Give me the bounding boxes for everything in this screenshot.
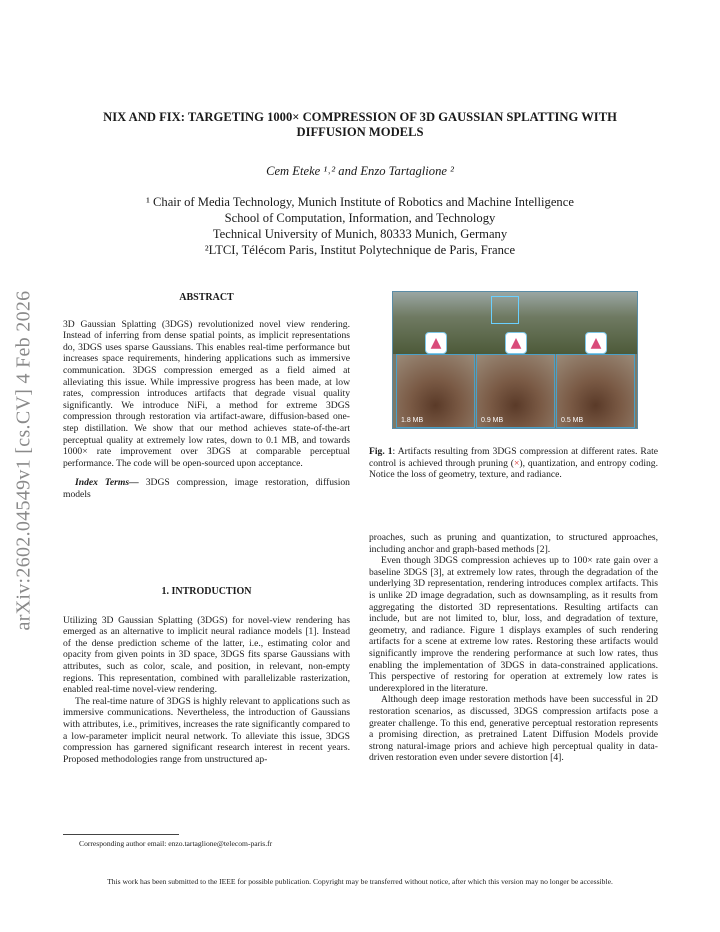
gaussian-icon: ▲ bbox=[425, 332, 447, 354]
affiliation-2: School of Computation, Information, and Technology bbox=[224, 211, 496, 225]
right-column-text bbox=[369, 532, 658, 764]
rendered-tile-1 bbox=[396, 354, 475, 428]
zoom-region-box bbox=[491, 296, 519, 324]
introduction-section bbox=[63, 586, 350, 765]
footnote: Corresponding author email: enzo.tartaglione@telecom-paris.fr bbox=[79, 839, 273, 848]
rate-label-1: 1.8 MB bbox=[401, 417, 424, 424]
figure-1-image bbox=[392, 291, 638, 429]
intro-paragraph-4: Even though 3DGS compression achieves up to 100× rate gain over a baseline 3DGS [3], at extremely low rates, through the degradation of the underlying 3D representation, rendering introduces complex artifacts. This is unlike 2D image degradation, such as downsampling, as it results from aggregating the distorted 3D representations. Resulting artifacts can include, but are not limited to, blur, loss, and degradation of texture, geometry, and radiance. Figure 1 displays examples of such rendering artifacts for a scene at extreme low rates. Restoring these artifacts would significantly improve the rendering performance at such low rates, thus enabling the implementation of 3DGS in data-constrained applications. This perspective of restoring for operation at extremely low rates is underexplored in the literature. bbox=[369, 555, 658, 694]
rendered-tile-2 bbox=[476, 354, 555, 428]
copyright-notice: This work has been submitted to the IEEE for possible publication. Copyright may be transferred without notice, after which this version may no longer be accessible. bbox=[107, 877, 613, 886]
intro-paragraph-5: Although deep image restoration methods have been successful in 2D restoration scenarios, as discussed, 3DGS compression artifacts pose a greater challenge. To this end, generative perceptual restoration represents a promising direction, as pretrained Latent Diffusion Models provide strong natural-image priors and achieve high perceptual quality in data-driven restoration even under severe distortion [4]. bbox=[369, 694, 658, 764]
arxiv-stamp: arXiv:2602.04549v1 [cs.CV] 4 Feb 2026 bbox=[12, 290, 35, 631]
gaussian-icon: ▲ bbox=[505, 332, 527, 354]
affiliation-3: Technical University of Munich, 80333 Munich, Germany bbox=[212, 227, 508, 241]
title-line-1: NIX AND FIX: TARGETING 1000× COMPRESSION OF 3D GAUSSIAN SPLATTING WITH bbox=[103, 110, 617, 124]
paper-title bbox=[60, 110, 660, 140]
authors: Cem Eteke ¹˒² and Enzo Tartaglione ² bbox=[266, 164, 454, 178]
abstract-text: 3D Gaussian Splatting (3DGS) revolutionized novel view rendering. Instead of inferring from dense spatial points, as implicit representations do, 3DGS uses sparse Gaussians. This enables real-time performance but increases space requirements, hindering applications such as immersive communication. 3DGS compression emerged as a field aimed at alleviating this issue. While impressive progress has been made, at low rates, compression introduces artifacts that degrade visual quality significantly. We introduce NiFi, a method for extreme 3DGS compression through restoration via artifact-aware, diffusion-based one-step distillation. We show that our method achieves state-of-the-art perceptual quality at extremely low rates, down to 0.1 MB, and towards 1000× rate improvement over 3DGS at comparable perceptual performance. The code will be open-sourced upon acceptance. bbox=[63, 318, 350, 469]
affiliation-4: ²LTCI, Télécom Paris, Institut Polytechnique de Paris, France bbox=[204, 243, 516, 257]
figure-label: Fig. 1 bbox=[369, 446, 393, 457]
figure-1-caption bbox=[369, 446, 658, 481]
index-terms-text: 3DGS compression, image restoration, diffusion models bbox=[63, 477, 350, 500]
introduction-heading: 1. INTRODUCTION bbox=[161, 586, 252, 597]
rate-label-3: 0.5 MB bbox=[561, 417, 584, 424]
abstract-heading: ABSTRACT bbox=[179, 292, 234, 303]
caption-part-1: : Artifacts resulting from 3DGS compression at different rates. Rate control is achieved through pruning ( bbox=[369, 446, 658, 469]
rate-label-2: 0.9 MB bbox=[481, 417, 504, 424]
affiliation-1: ¹ Chair of Media Technology, Munich Institute of Robotics and Machine Intelligence bbox=[146, 195, 574, 209]
abstract-section bbox=[63, 292, 350, 501]
intro-paragraph-2: The real-time nature of 3DGS is highly relevant to applications such as immersive communications. Nevertheless, the introduction of Gaussians with attributes, i.e., primitives, increases the rate significantly compared to a low-parameter implicit neural network. To alleviate this issue, 3DGS compression has garnered significant research interest in recent years. Proposed methodologies range from unstructured ap- bbox=[63, 695, 350, 765]
pruning-cross-symbol: × bbox=[513, 457, 520, 469]
index-terms bbox=[63, 477, 350, 500]
caption-part-2: ), quantization, and entropy coding. Notice the loss of geometry, texture, and radiance. bbox=[369, 457, 658, 481]
footnote-divider bbox=[63, 834, 179, 835]
intro-paragraph-1: Utilizing 3D Gaussian Splatting (3DGS) for novel-view rendering has emerged as an alternative to implicit neural radiance models [1]. Instead of the dense prediction scheme of the latter, i.e., estimating color and opacity from given points in 3D space, 3DGS fits sparse Gaussians with attributes, such as color, scale, and position, in relevant, non-empty regions. This representation, combined with parallelizable rasterization, enabled real-time novel-view rendering. bbox=[63, 614, 350, 696]
rendered-tile-3 bbox=[556, 354, 635, 428]
intro-paragraph-3: proaches, such as pruning and quantization, to structured approaches, including anchor and graph-based methods [2]. bbox=[369, 532, 658, 555]
gaussian-icon: ▲ bbox=[585, 332, 607, 354]
title-line-2: DIFFUSION MODELS bbox=[296, 125, 424, 139]
index-terms-label: Index Terms— bbox=[75, 477, 139, 489]
affiliations bbox=[60, 194, 660, 258]
